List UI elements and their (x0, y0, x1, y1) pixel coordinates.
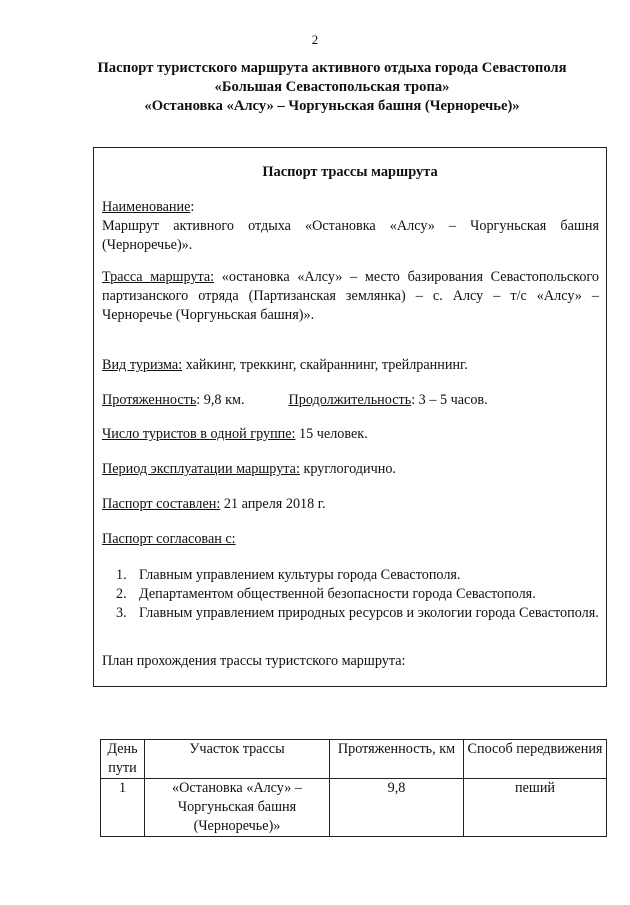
period-value: круглогодично. (299, 461, 396, 477)
duration-label: Продолжительность (288, 392, 412, 408)
approver-number: 1. (116, 567, 127, 583)
approvers-list (102, 566, 599, 623)
duration-value: : 3 – 5 часов. (411, 392, 488, 408)
compiled-field (102, 495, 599, 514)
route-label: Трасса маршрута: (102, 269, 215, 285)
plan-label: План прохождения трассы туристского маршрута: (102, 653, 406, 669)
name-colon: : (190, 199, 195, 215)
approver-number: 3. (116, 605, 127, 621)
group-size-value: 15 человек. (295, 426, 368, 442)
page-number: 2 (311, 32, 319, 47)
approver-text: Департаментом общественной безопасности города Севастополя. (139, 586, 536, 602)
header-day: День пути (101, 740, 145, 779)
header-line-3: «Остановка «Алсу» – Чоргуньская башня (Черноречье)» (144, 98, 520, 114)
group-size-label: Число туристов в одной группе: (102, 426, 296, 442)
period-field (102, 460, 599, 479)
tourism-type-field (102, 356, 599, 375)
compiled-label: Паспорт составлен: (102, 496, 221, 512)
table-header-row (101, 740, 607, 779)
compiled-value: 21 апреля 2018 г. (220, 496, 326, 512)
cell-section: «Остановка «Алсу» – Чоргуньская башня (Черноречье)» (145, 779, 330, 837)
route-value: «остановка «Алсу» – место базирования Севастопольского партизанского отряда (Партизанская землянка) – с. Алсу – т/с «Алсу» – Черноречье (Чоргуньская башня)». (102, 269, 599, 323)
approver-text: Главным управлением культуры города Севастополя. (139, 567, 461, 583)
header-line-1: Паспорт туристского маршрута активного отдыха города Севастополя (97, 60, 567, 76)
approver-item (102, 566, 599, 585)
cell-day: 1 (101, 779, 145, 837)
header-line-2: «Большая Севастопольская тропа» (214, 79, 450, 95)
document-header (60, 59, 604, 116)
route-field (102, 268, 599, 325)
tourism-type-value: хайкинг, треккинг, скайраннинг, трейлраннинг. (182, 357, 468, 373)
name-label: Наименование (102, 199, 191, 215)
length-duration-field (102, 391, 599, 410)
length-value: : 9,8 км. (196, 392, 245, 408)
approved-field (102, 530, 599, 549)
approver-text: Главным управлением природных ресурсов и экологии города Севастополя. (139, 605, 599, 621)
approver-number: 2. (116, 586, 127, 602)
approver-item (102, 585, 599, 604)
header-length: Протяженность, км (330, 740, 464, 779)
header-section: Участок трассы (145, 740, 330, 779)
route-passport-box (93, 147, 607, 687)
cell-length: 9,8 (330, 779, 464, 837)
name-field (102, 198, 599, 255)
passport-title: Паспорт трассы маршрута (262, 164, 438, 180)
tourism-type-label: Вид туризма: (102, 357, 183, 373)
approved-label: Паспорт согласован с: (102, 531, 236, 547)
approver-item (102, 604, 599, 623)
period-label: Период эксплуатации маршрута: (102, 461, 300, 477)
header-mode: Способ передвижения (464, 740, 607, 779)
route-table (100, 739, 607, 837)
length-label: Протяженность (102, 392, 197, 408)
name-value: Маршрут активного отдыха «Остановка «Алсу» – Чоргуньская башня (Черноречье)». (102, 218, 599, 253)
cell-mode: пеший (464, 779, 607, 837)
table-row (101, 779, 607, 837)
group-size-field (102, 425, 599, 444)
